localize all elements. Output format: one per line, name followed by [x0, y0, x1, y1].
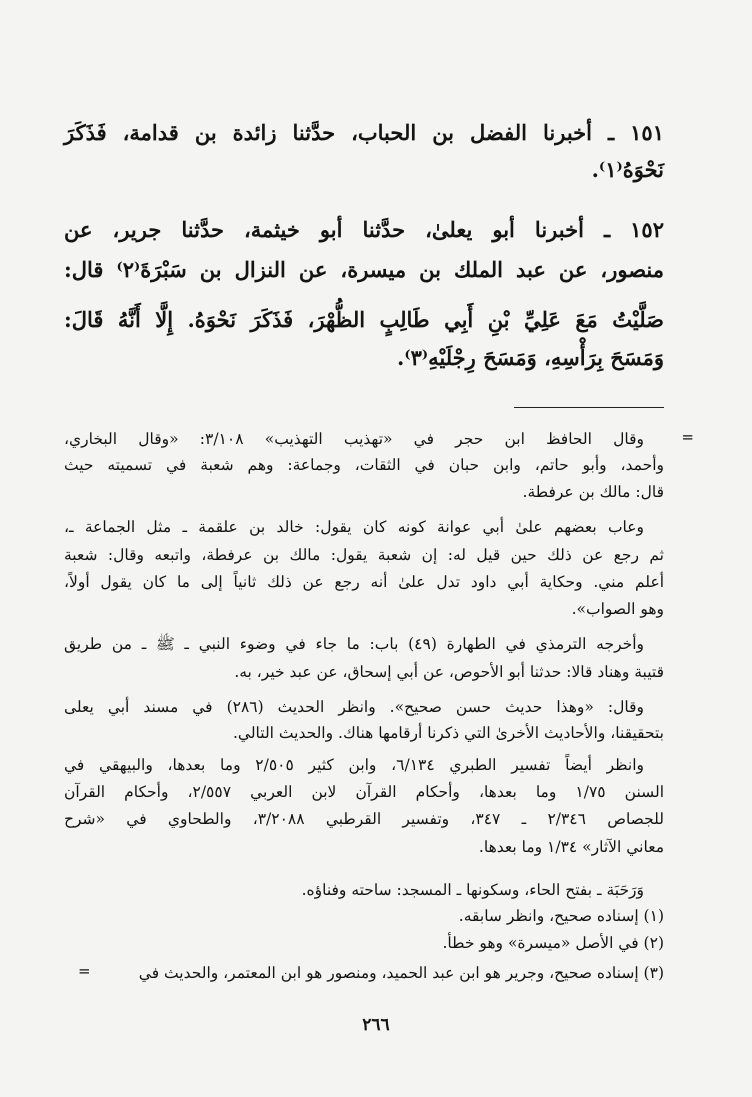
- footnote-3: (٣) إسناده صحيح، وجرير هو ابن عبد الحميد، ومنصور هو ابن المعتمر، والحديث في: [138, 964, 664, 982]
- continuation-mark-start: =: [681, 428, 694, 446]
- footnote-2: (٢) في الأصل «ميسرة» وهو خطأ.: [442, 934, 664, 952]
- footnote-block1-line-1: وقال الحافظ ابن حجر في «تهذيب التهذيب» ٣/١٠٨: «وقال البخاري،: [64, 430, 645, 448]
- page-number: ٢٦٦: [362, 1015, 390, 1035]
- footnote-block5-line-1: وانظر أيضاً تفسير الطبري ٦/١٣٤، وابن كثير ٢/٥٠٥ وما بعدها، والبيهقي في: [64, 756, 644, 774]
- footnote-block1-line-3: قال: مالك بن عرفطة.: [522, 483, 664, 501]
- hadith-151-line-1: ١٥١ ـ أخبرنا الفضل بن الحباب، حدَّثنا زائدة بن قدامة، فَذَكَرَ: [64, 120, 664, 145]
- footnote-block4-line-1: وقال: «وهذا حديث حسن صحيح». وانظر الحديث (٢٨٦) في مسند أبي يعلى: [64, 698, 644, 716]
- footnote-block6-line-1: وَرَحَبَة ـ بفتح الحاء، وسكونها ـ المسجد: ساحته وفناؤه.: [301, 881, 644, 899]
- footnote-1: (١) إسناده صحيح، وانظر سابقه.: [458, 907, 664, 925]
- footnote-block2-line-2: ثم رجع عن ذلك حين قيل له: إن شعبة يقول: مالك بن عرفطة، واتبعه وقال: شعبة: [64, 546, 665, 564]
- footnote-separator: [514, 407, 664, 408]
- footnote-block3-line-1: وأخرجه الترمذي في الطهارة (٤٩) باب: ما جاء في وضوء النبي ـ ﷺ ـ من طريق: [64, 635, 644, 653]
- footnote-block2-line-4: وهو الصواب».: [571, 600, 664, 618]
- footnote-block5-line-3: للجصاص ٢/٣٤٦ ـ ٣٤٧، وتفسير القرطبي ٣/٢٠٨٨، والطحاوي في «شرح: [64, 810, 664, 828]
- footnote-block3-line-2: قتيبة وهناد قالا: حدثنا أبو الأحوص، عن أبي إسحاق، عن عبد خير، به.: [234, 663, 664, 681]
- footnote-block4-line-2: بتحقيقنا، والأحاديث الأخرىٰ التي ذكرنا أرقامها هناك. والحديث التالي.: [232, 724, 664, 742]
- footnote-block5-line-2: السنن ١/٧٥ وما بعدها، وأحكام القرآن لابن العربي ٢/٥٥٧، وأحكام القرآن: [64, 783, 665, 801]
- hadith-151-line-2: نَحْوَهُ⁽١⁾.: [591, 157, 664, 182]
- hadith-152-line-1: ١٥٢ ـ أخبرنا أبو يعلىٰ، حدَّثنا أبو خيثمة، حدَّثنا جرير، عن: [64, 217, 664, 242]
- footnote-block1-line-2: وأحمد، وأبو حاتم، وابن حبان في الثقات، وجماعة: وهم شعبة في تسميته حيث: [64, 456, 664, 474]
- hadith-152-line-2: منصور، عن عبد الملك بن ميسرة، عن النزال بن سَبْرَةَ⁽٢⁾ قال:: [64, 257, 664, 282]
- footnote-block5-line-4: معاني الآثار» ١/٣٤ وما بعدها.: [478, 838, 664, 856]
- hadith-152-quote-line-1: صَلَّيْتُ مَعَ عَلِيِّ بْنِ أَبِي طَالِبٍ الظُّهْرَ، فَذَكَرَ نَحْوَهُ. إِلَّا أَنَّهُ قَالَ:: [64, 307, 664, 332]
- footnote-block2-line-3: أعلم مني. وحكاية أبي داود تدل علىٰ أنه رجع عن ذلك ثانياً إلى ما كان يقول أولاً،: [64, 573, 664, 591]
- hadith-152-quote-line-2: وَمَسَحَ بِرَأْسِهِ، وَمَسَحَ رِجْلَيْهِ⁽٣⁾.: [397, 345, 664, 370]
- footnote-block2-line-1: وعاب بعضهم علىٰ أبي عوانة كونه كان يقول: خالد بن علقمة ـ مثل الجماعة ـ،: [64, 518, 644, 536]
- continuation-mark-end: =: [78, 962, 91, 980]
